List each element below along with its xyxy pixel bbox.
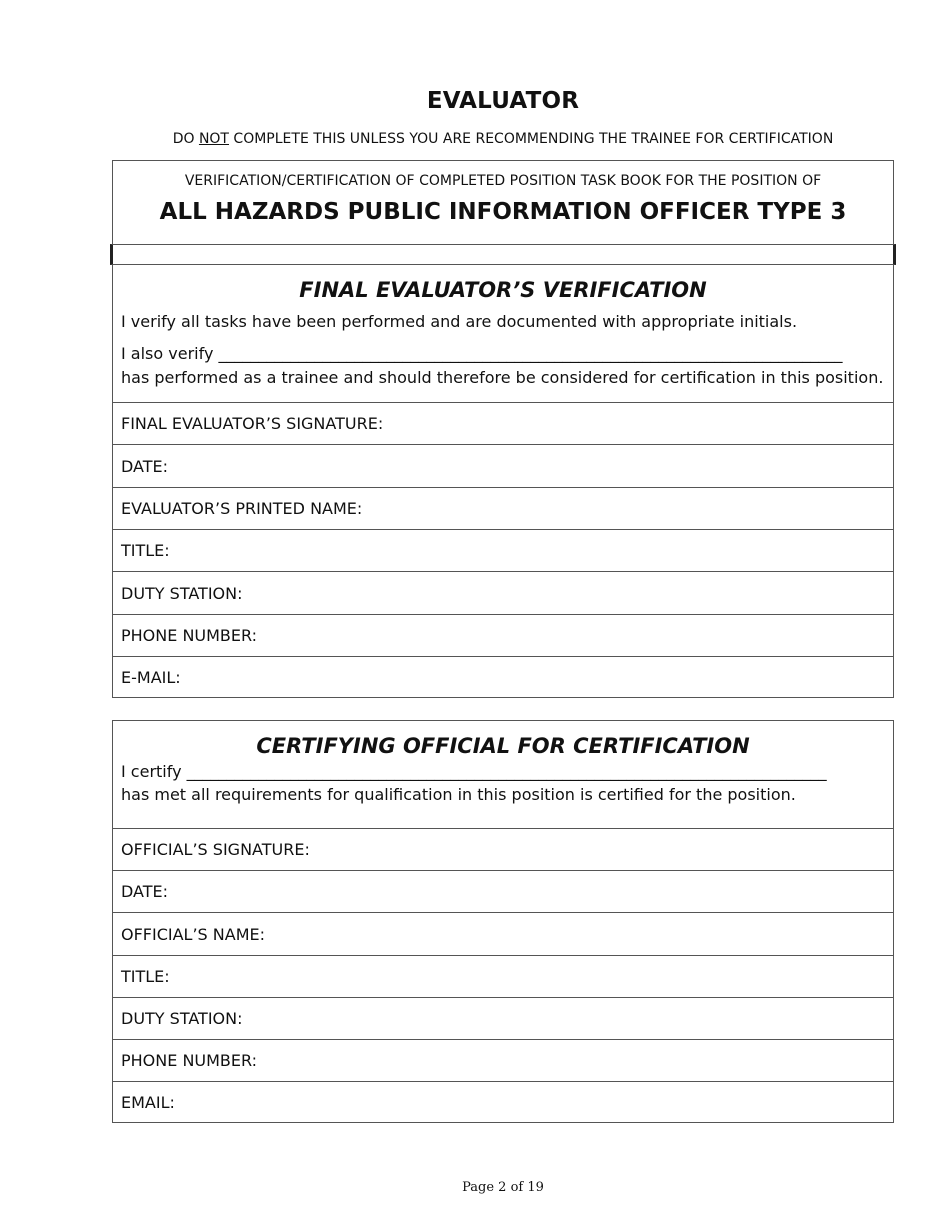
verify-trainee-statement: has performed as a trainee and should therefore be considered for certification in this position. <box>121 368 884 387</box>
evaluator-phone-field[interactable]: PHONE NUMBER: <box>113 614 893 656</box>
official-signature-field[interactable]: OFFICIAL’S SIGNATURE: <box>113 828 893 870</box>
official-date-field[interactable]: DATE: <box>113 870 893 912</box>
divider-bar <box>110 244 896 265</box>
instruction-pre: DO <box>172 131 199 147</box>
position-title: ALL HAZARDS PUBLIC INFORMATION OFFICER TYPE 3 <box>159 199 847 225</box>
certifying-official-section <box>112 720 894 1123</box>
instruction-post: COMPLETE THIS UNLESS YOU ARE RECOMMENDING THE TRAINEE FOR CERTIFICATION <box>228 131 834 147</box>
evaluator-title-field[interactable]: TITLE: <box>113 529 893 571</box>
instruction-text <box>0 131 950 147</box>
evaluator-signature-field[interactable]: FINAL EVALUATOR’S SIGNATURE: <box>113 402 893 444</box>
certify-trainee-line[interactable]: I certify ________________________________________________________________________________ <box>121 762 827 781</box>
evaluator-email-field[interactable]: E-MAIL: <box>113 656 893 697</box>
certify-statement: has met all requirements for qualification in this position is certified for the position. <box>121 785 796 804</box>
official-title-field[interactable]: TITLE: <box>113 955 893 997</box>
page-title: EVALUATOR <box>426 88 580 114</box>
evaluator-name-field[interactable]: EVALUATOR’S PRINTED NAME: <box>113 487 893 529</box>
verify-statement: I verify all tasks have been performed and are documented with appropriate initials. <box>121 312 798 331</box>
section-heading: FINAL EVALUATOR’S VERIFICATION <box>299 278 707 302</box>
instruction-emphasis: NOT <box>198 131 229 147</box>
page-number: Page 2 of 19 <box>462 1180 544 1195</box>
evaluator-duty-station-field[interactable]: DUTY STATION: <box>113 571 893 614</box>
section-heading: CERTIFYING OFFICIAL FOR CERTIFICATION <box>256 734 750 758</box>
official-name-field[interactable]: OFFICIAL’S NAME: <box>113 912 893 955</box>
official-duty-station-field[interactable]: DUTY STATION: <box>113 997 893 1039</box>
evaluator-date-field[interactable]: DATE: <box>113 444 893 487</box>
official-phone-field[interactable]: PHONE NUMBER: <box>113 1039 893 1081</box>
verify-trainee-line[interactable]: I also verify ______________________________________________________________________________ <box>121 344 843 363</box>
position-box <box>112 160 894 245</box>
official-email-field[interactable]: EMAIL: <box>113 1081 893 1123</box>
evaluator-verification-section <box>112 265 894 698</box>
position-subtitle: VERIFICATION/CERTIFICATION OF COMPLETED POSITION TASK BOOK FOR THE POSITION OF <box>184 173 822 189</box>
